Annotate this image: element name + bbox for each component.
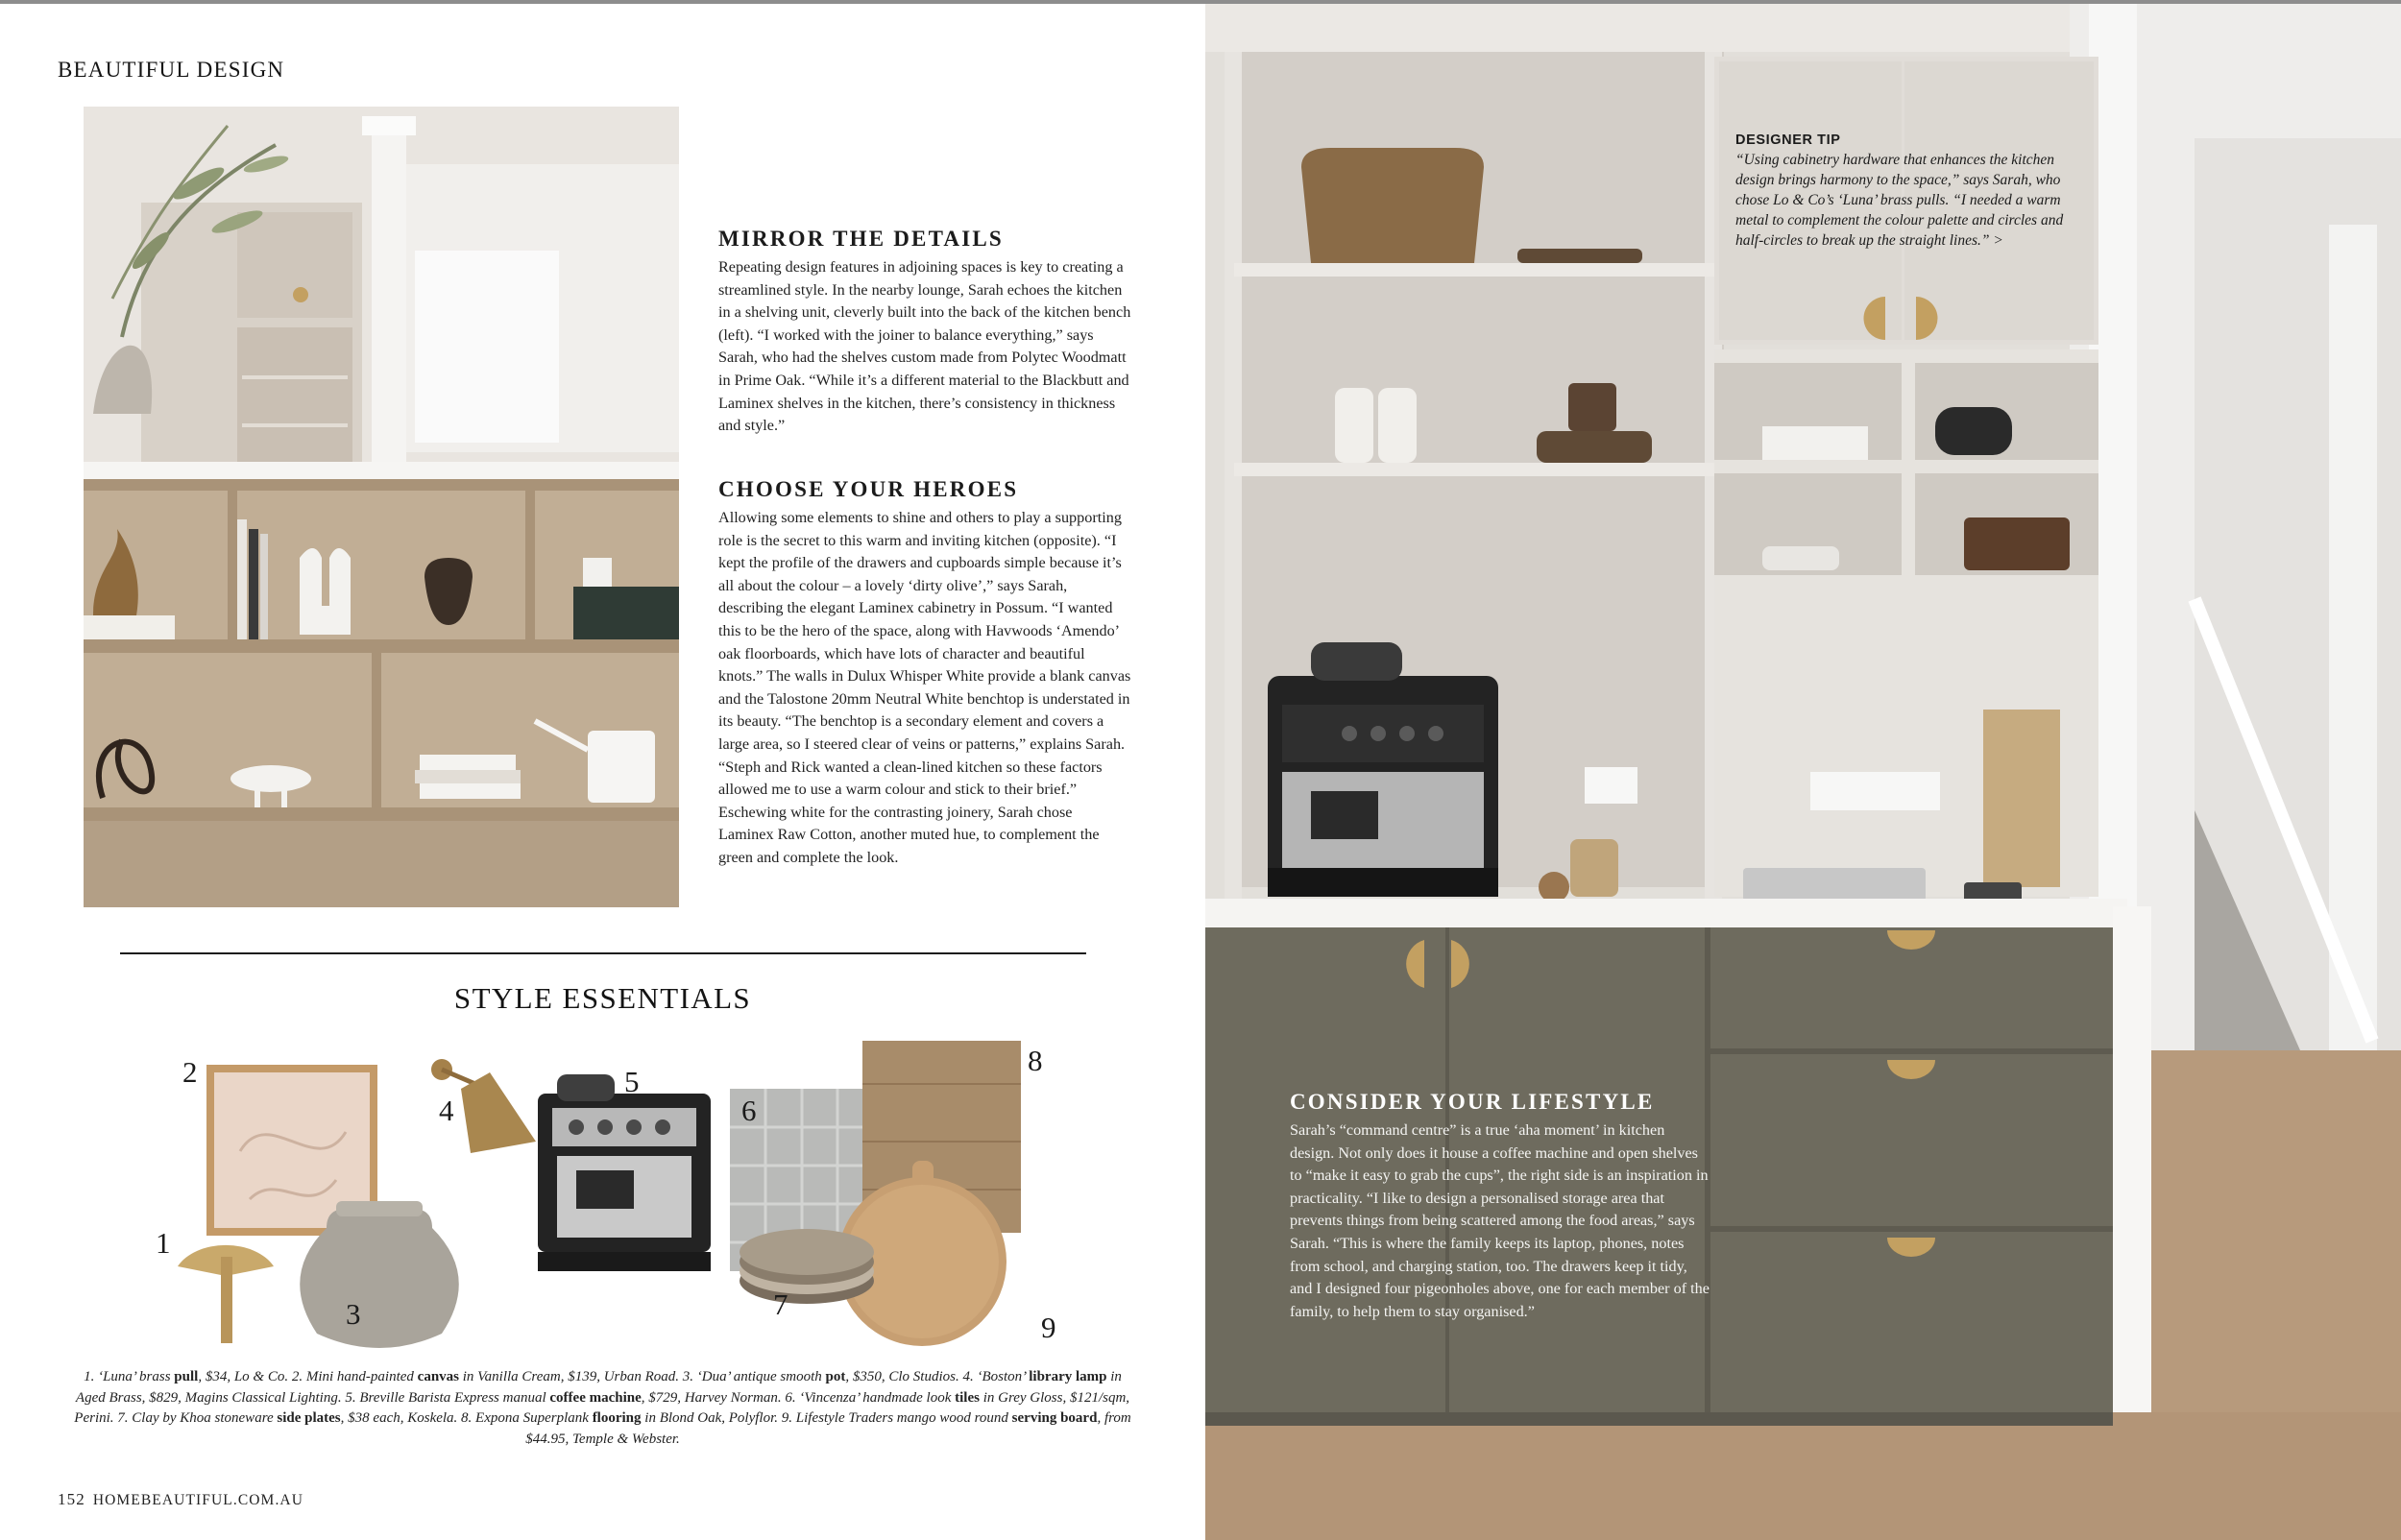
- right-page: [1205, 4, 2401, 1540]
- caption-8: 8. Expona Superplank flooring in Blond Oak, Polyflor.: [461, 1410, 782, 1426]
- item-number-1: 1: [156, 1226, 171, 1260]
- caption-7: 7. Clay by Khoa stoneware side plates, $38 each, Koskela.: [117, 1410, 462, 1426]
- section-divider: [120, 952, 1086, 954]
- page-number: 152: [58, 1490, 85, 1508]
- lounge-shelving-photo: [84, 107, 679, 907]
- item-number-2: 2: [182, 1055, 198, 1089]
- heading-mirror-the-details: MIRROR THE DETAILS: [718, 227, 1004, 251]
- item-number-4: 4: [439, 1094, 454, 1127]
- caption-9: 9. Lifestyle Traders mango wood round serving board, from $44.95, Temple & Webster.: [525, 1410, 1131, 1447]
- site-url: HOMEBEAUTIFUL.COM.AU: [92, 1492, 304, 1508]
- body-choose-your-heroes: Allowing some elements to shine and others to play a supporting role is the secret to this warm and inviting kitchen (opposite). “I kept the profile of the drawers and cupboards simple because it’s all about the colour – a lovely ‘dirty olive’,” says Sarah, describing the elegant Laminex cabinetry in Possum. “I wanted this to be the hero of the space, along with Havwoods ‘Amendo’ oak floorboards, which have lots of character and beautiful knots.” The walls in Dulux Whisper White provide a blank canvas and the Talostone 20mm Neutral White benchtop is understated in its beauty. “The benchtop is a secondary element and covers a large area, so I steered clear of veins or patterns,” explains Sarah. “Steph and Rick wanted a clean-lined kitchen so these factors allowed me to use a warm colour and stick to their brief.” Eschewing white for the contrasting joinery, Sarah chose Laminex Raw Cotton, another muted hue, to complement the green and complete the look.: [718, 509, 1131, 866]
- item-number-7: 7: [773, 1287, 788, 1321]
- product-collage: [154, 1036, 1076, 1362]
- article-consider-your-lifestyle: [1290, 1089, 1712, 1323]
- item-number-9: 9: [1041, 1311, 1056, 1344]
- caption-4: 4. ‘Boston’ library lamp in Aged Brass, $829, Magins Classical Lighting.: [75, 1369, 1122, 1406]
- item-number-6: 6: [741, 1094, 757, 1127]
- item-number-3: 3: [346, 1297, 361, 1331]
- designer-tip-title: DESIGNER TIP: [1735, 132, 1841, 148]
- style-essentials-title: STYLE ESSENTIALS: [453, 981, 752, 1015]
- page-footer: [58, 1490, 303, 1509]
- left-page: [0, 4, 1205, 1540]
- caption-5: 5. Breville Barista Express manual coffee machine, $729, Harvey Norman.: [345, 1389, 786, 1406]
- section-tag: BEAUTIFUL DESIGN: [58, 58, 285, 82]
- caption-6: 6. ‘Vincenza’ handmade look tiles in Grey Gloss, $121/sqm, Perini.: [74, 1389, 1130, 1426]
- caption-3: 3. ‘Dua’ antique smooth pot, $350, Clo Studios.: [682, 1369, 963, 1384]
- caption-1: 1. ‘Luna’ brass pull, $34, Lo & Co.: [84, 1369, 292, 1384]
- item-number-5: 5: [624, 1065, 640, 1098]
- body-consider-your-lifestyle: Sarah’s “command centre” is a true ‘aha moment’ in kitchen design. Not only does it house a coffee machine and open shelves to “make it easy to grab the cups”, the right side is an inspiration in practicality. “I like to design a personalised storage area that prevents things from being scattered among the food areas,” says Sarah. “This is where the family keeps its laptop, phones, notes from school, and charging station, too. The drawers keep it tidy, and I designed four pigeonholes above, one for each member of the family, to help them to stay organised.”: [1290, 1121, 1710, 1320]
- item-number-8: 8: [1028, 1044, 1043, 1077]
- caption-2: 2. Mini hand-painted canvas in Vanilla Cream, $139, Urban Road.: [291, 1369, 683, 1384]
- designer-tip-text: “Using cabinetry hardware that enhances the kitchen design brings harmony to the space,” says Sarah, who chose Lo & Co’s ‘Luna’ brass pulls. “I needed a warm metal to complement the colour palette and circles and half-circles to break up the straight lines.” >: [1735, 152, 2064, 249]
- heading-choose-your-heroes: CHOOSE YOUR HEROES: [718, 477, 1019, 501]
- body-mirror-the-details: Repeating design features in adjoining spaces is key to creating a streamlined style. In the nearby lounge, Sarah echoes the kitchen in a shelving unit, cleverly built into the back of the kitchen bench (left). “I worked with the joiner to balance everything,” says Sarah, who had the shelves custom made from Polytec Woodmatt in Prime Oak. “While it’s a different material to the Blackbutt and Laminex shelves in the kitchen, there’s consistency in thickness and style.”: [718, 258, 1131, 435]
- heading-consider-your-lifestyle: CONSIDER YOUR LIFESTYLE: [1290, 1090, 1655, 1114]
- article-choose-your-heroes: [718, 476, 1131, 870]
- designer-tip: [1735, 132, 2064, 251]
- product-captions: [67, 1367, 1138, 1450]
- article-mirror-the-details: [718, 226, 1131, 438]
